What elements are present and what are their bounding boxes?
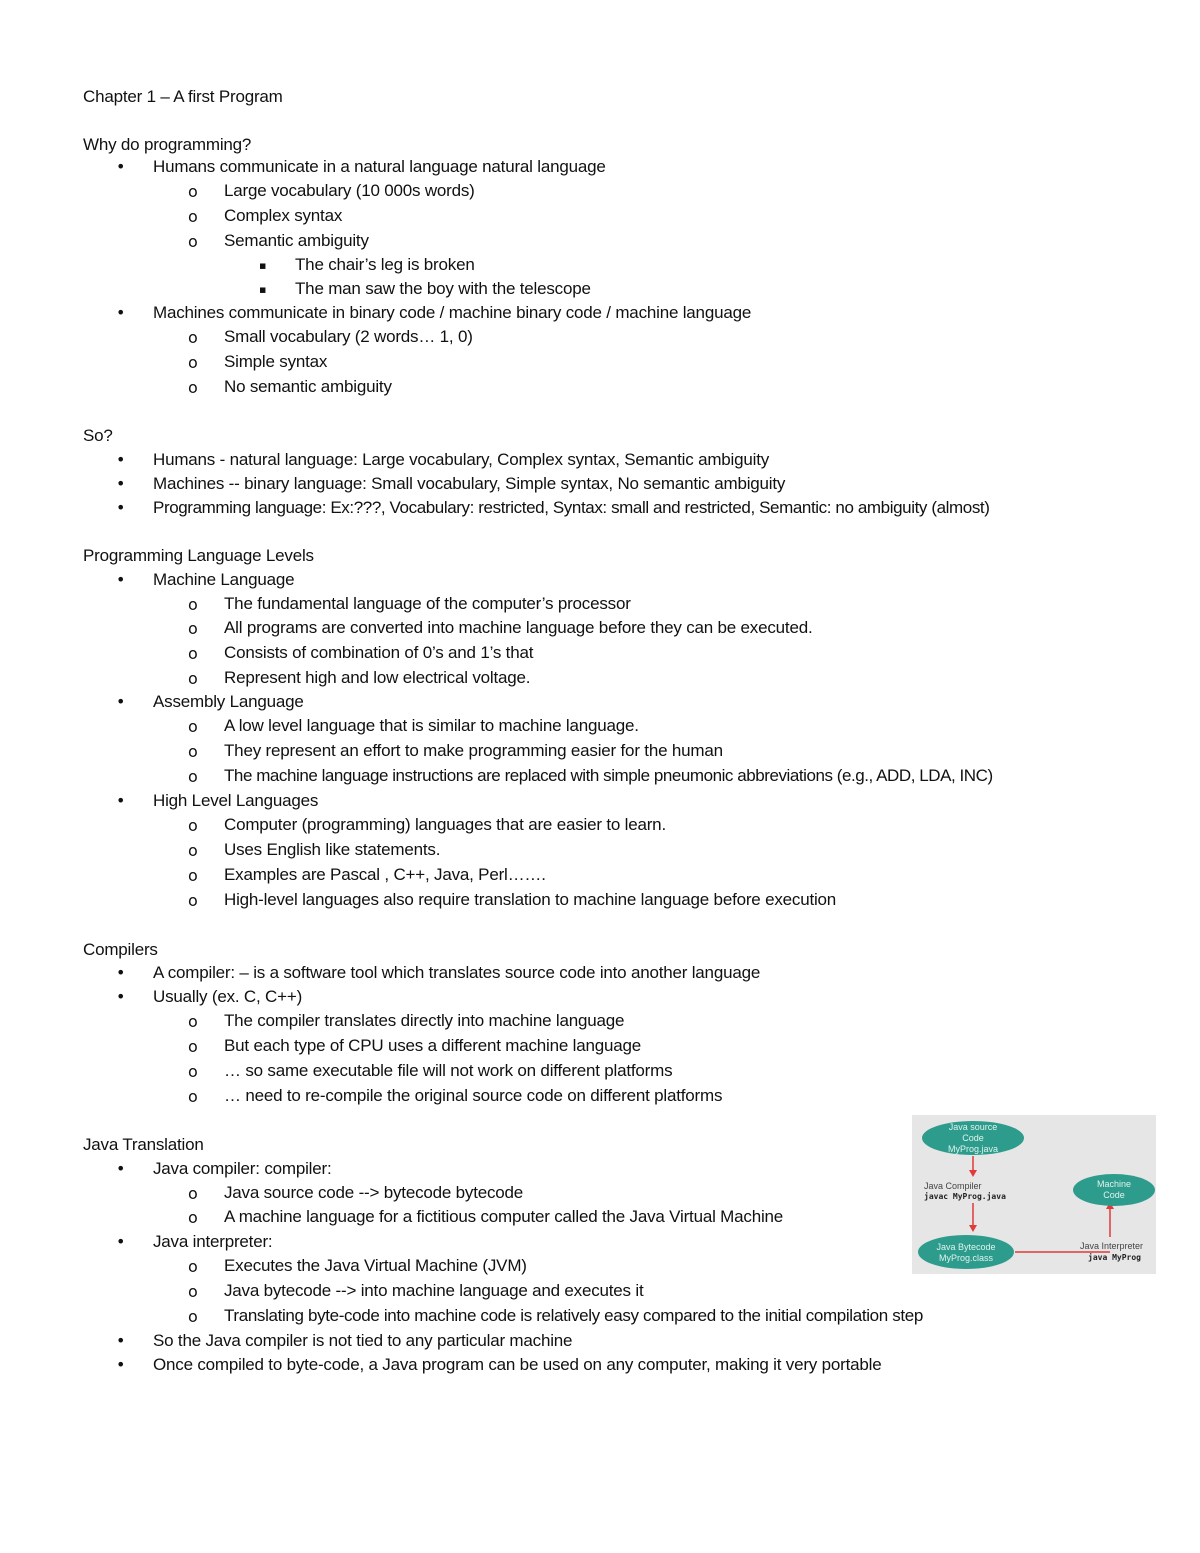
bullet-glyph: • (116, 157, 126, 176)
sub-sub-list-item: The man saw the boy with the telescope (295, 279, 591, 298)
sub-bullet-glyph: o (188, 1062, 198, 1081)
list-item: Assembly Language (153, 692, 304, 711)
bytecode-node-line: MyProg.class (938, 1253, 994, 1263)
sub-list-item: But each type of CPU uses a different machine language (224, 1036, 641, 1055)
sub-bullet-glyph: o (188, 328, 198, 347)
diagram-canvas (912, 1115, 1156, 1274)
bullet-glyph: • (116, 1232, 126, 1251)
bullet-glyph: • (116, 791, 126, 810)
source-node-line: Code (962, 1133, 984, 1143)
sub-bullet-glyph: o (188, 816, 198, 835)
compiler-label: Java Compiler (924, 1181, 982, 1191)
list-item: Java interpreter: (153, 1232, 273, 1251)
source-node-line: MyProg.java (947, 1144, 999, 1154)
list-item: Java compiler: compiler: (153, 1159, 332, 1178)
sub-list-item: A machine language for a fictitious computer called the Java Virtual Machine (224, 1207, 784, 1226)
sub-list-item: Uses English like statements. (224, 840, 441, 859)
bytecode-node-line: Java Bytecode (936, 1242, 996, 1252)
machine-node-line: Machine (1096, 1179, 1132, 1189)
list-item: Machine Language (153, 570, 295, 589)
section-heading: Java Translation (83, 1135, 204, 1154)
sub-list-item: Examples are Pascal , C++, Java, Perl……. (224, 865, 546, 884)
sub-bullet-glyph: o (188, 1012, 198, 1031)
bullet-glyph: • (116, 1355, 126, 1374)
sub-list-item: Java bytecode --> into machine language and executes it (224, 1281, 644, 1300)
sub-sub-list-item: The chair’s leg is broken (295, 255, 475, 274)
sub-list-item: The machine language instructions are replaced with simple pneumonic abbreviations (e.g., ADD, LDA, INC) (224, 766, 993, 785)
sub-bullet-glyph: o (188, 644, 198, 663)
sub-bullet-glyph: o (188, 866, 198, 885)
bytecode-arrow-head (969, 1225, 977, 1232)
bullet-glyph: • (116, 570, 126, 589)
list-item: Humans - natural language: Large vocabulary, Complex syntax, Semantic ambiguity (153, 450, 770, 469)
bullet-glyph: • (116, 1331, 126, 1350)
sub-bullet-glyph: o (188, 1282, 198, 1301)
bullet-glyph: • (116, 474, 126, 493)
sub-bullet-glyph: o (188, 767, 198, 786)
list-item: Machines communicate in binary code / machine binary code / machine language (153, 303, 752, 322)
sub-list-item: Small vocabulary (2 words… 1, 0) (224, 327, 473, 346)
sub-list-item: Semantic ambiguity (224, 231, 369, 250)
list-item: So the Java compiler is not tied to any particular machine (153, 1331, 573, 1350)
sub-bullet-glyph: o (188, 891, 198, 910)
bullet-glyph: • (116, 963, 126, 982)
sub-list-item: … so same executable file will not work on different platforms (224, 1061, 673, 1080)
list-item: Humans communicate in a natural language natural language (153, 157, 606, 176)
sub-list-item: Computer (programming) languages that are easier to learn. (224, 815, 666, 834)
compile-arrow-head (969, 1170, 977, 1177)
sub-list-item: Complex syntax (224, 206, 343, 225)
section-heading: Why do programming? (83, 135, 252, 154)
page-title: Chapter 1 – A first Program (83, 87, 283, 106)
sub-bullet-glyph: o (188, 353, 198, 372)
sub-bullet-glyph: o (188, 1037, 198, 1056)
sub-list-item: Large vocabulary (10 000s words) (224, 181, 475, 200)
section-heading: Compilers (83, 940, 158, 959)
sub-bullet-glyph: o (188, 742, 198, 761)
sub-bullet-glyph: o (188, 1184, 198, 1203)
list-item: Programming language: Ex:???, Vocabulary: restricted, Syntax: small and restricted, Semantic: no ambiguity (almost) (153, 498, 990, 517)
sub-list-item: … need to re-compile the original source code on different platforms (224, 1086, 723, 1105)
bullet-glyph: • (116, 987, 126, 1006)
list-item: High Level Languages (153, 791, 319, 810)
bullet-glyph: • (116, 303, 126, 322)
sub-list-item: All programs are converted into machine language before they can be executed. (224, 618, 813, 637)
interpreter-label: Java Interpreter (1080, 1241, 1144, 1251)
sub-bullet-glyph: o (188, 207, 198, 226)
list-item: Machines -- binary language: Small vocabulary, Simple syntax, No semantic ambiguity (153, 474, 786, 493)
compiler-command: javac MyProg.java (924, 1192, 1006, 1201)
sub-bullet-glyph: o (188, 595, 198, 614)
sub-list-item: No semantic ambiguity (224, 377, 392, 396)
sub-sub-bullet-glyph: ▪ (259, 283, 267, 296)
bullet-glyph: • (116, 498, 126, 517)
bullet-glyph: • (116, 1159, 126, 1178)
sub-list-item: Translating byte-code into machine code is relatively easy compared to the initial compilation step (224, 1306, 923, 1325)
sub-bullet-glyph: o (188, 378, 198, 397)
bytecode-node (918, 1235, 1014, 1269)
sub-bullet-glyph: o (188, 1307, 198, 1326)
sub-bullet-glyph: o (188, 1208, 198, 1227)
sub-list-item: High-level languages also require translation to machine language before execution (224, 890, 837, 909)
sub-bullet-glyph: o (188, 182, 198, 201)
sub-list-item: Consists of combination of 0’s and 1’s that (224, 643, 534, 662)
bullet-glyph: • (116, 450, 126, 469)
sub-list-item: Java source code --> bytecode bytecode (224, 1183, 524, 1202)
source-node-line: Java source (948, 1122, 998, 1132)
sub-list-item: A low level language that is similar to machine language. (224, 716, 639, 735)
java-translation-diagram (912, 1115, 1156, 1274)
sub-list-item: The compiler translates directly into machine language (224, 1011, 625, 1030)
sub-bullet-glyph: o (188, 1257, 198, 1276)
sub-bullet-glyph: o (188, 669, 198, 688)
bullet-glyph: • (116, 692, 126, 711)
list-item: A compiler: – is a software tool which translates source code into another language (153, 963, 761, 982)
sub-bullet-glyph: o (188, 1087, 198, 1106)
sub-list-item: Executes the Java Virtual Machine (JVM) (224, 1256, 527, 1275)
sub-list-item: Simple syntax (224, 352, 328, 371)
list-item: Usually (ex. C, C++) (153, 987, 303, 1006)
sub-bullet-glyph: o (188, 619, 198, 638)
section-heading: So? (83, 426, 113, 445)
list-item: Once compiled to byte-code, a Java program can be used on any computer, making it very portable (153, 1355, 882, 1374)
sub-bullet-glyph: o (188, 841, 198, 860)
sub-list-item: The fundamental language of the computer’s processor (224, 594, 631, 613)
interpreter-command: java MyProg (1088, 1253, 1141, 1262)
sub-list-item: They represent an effort to make programming easier for the human (224, 741, 723, 760)
sub-list-item: Represent high and low electrical voltage. (224, 668, 531, 687)
machine-node-line: Code (1103, 1190, 1125, 1200)
section-heading: Programming Language Levels (83, 546, 314, 565)
sub-bullet-glyph: o (188, 717, 198, 736)
sub-sub-bullet-glyph: ▪ (259, 259, 267, 272)
sub-bullet-glyph: o (188, 232, 198, 251)
